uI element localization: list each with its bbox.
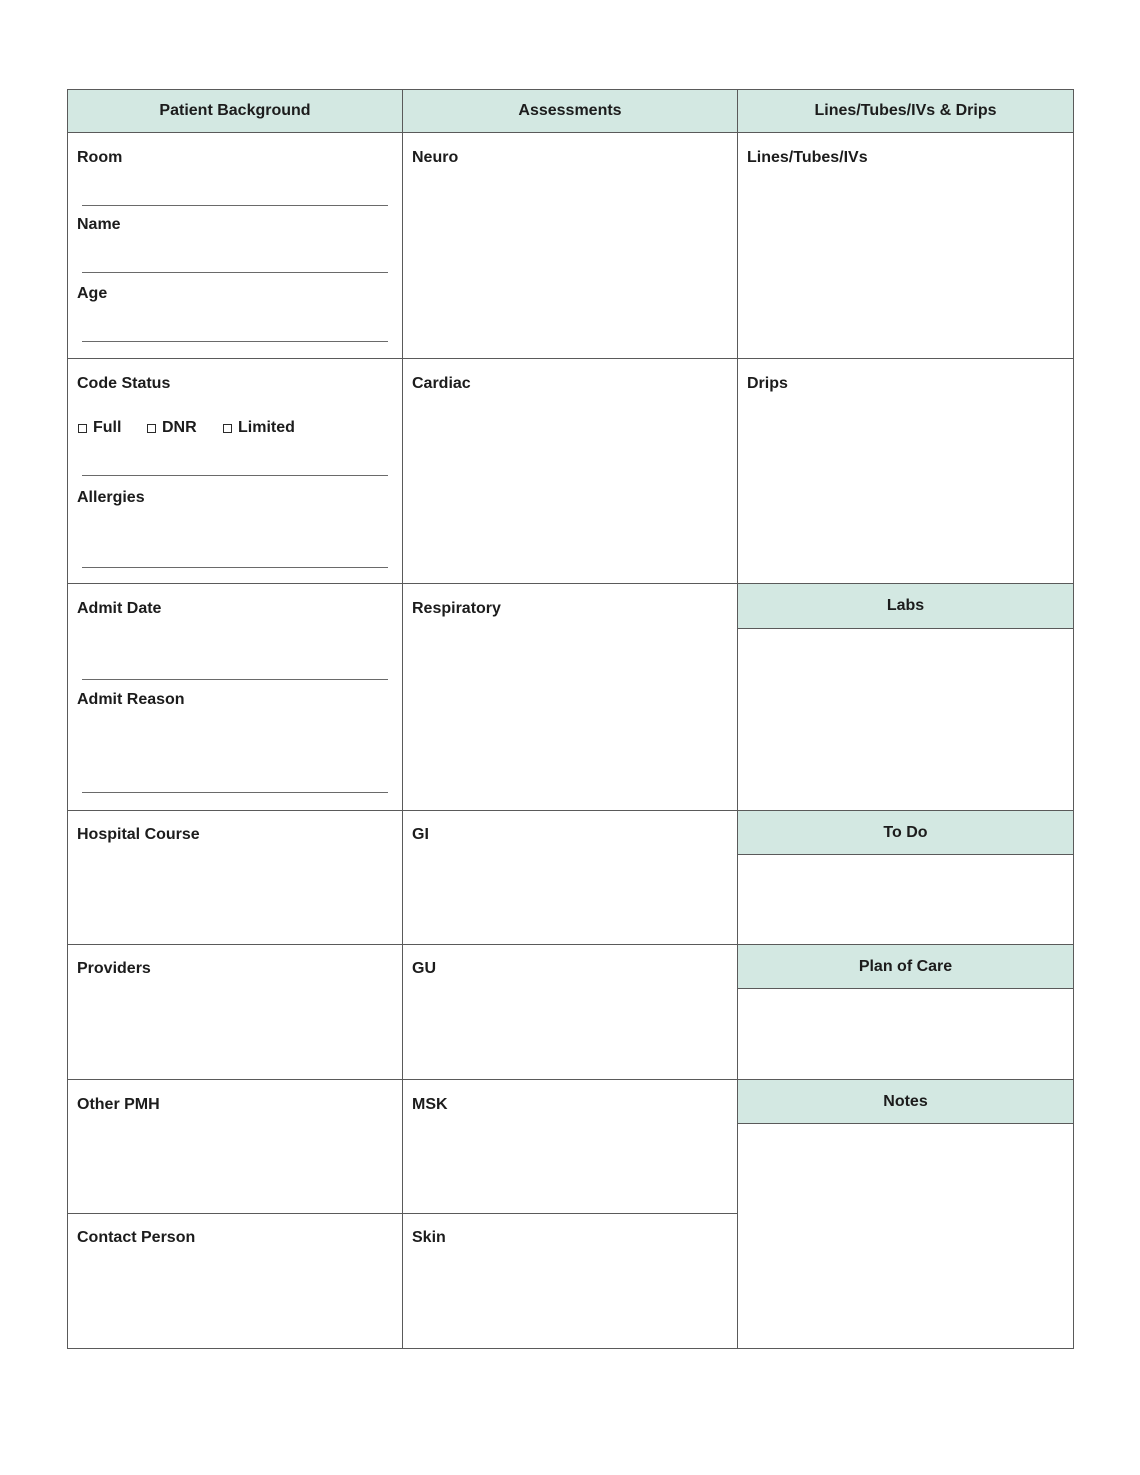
msk-cell[interactable] (402, 1079, 738, 1214)
checkbox-label: Full (93, 419, 122, 436)
room-name-age-cell (67, 132, 403, 359)
checkbox-icon[interactable] (78, 424, 87, 433)
checkbox-icon[interactable] (223, 424, 232, 433)
notes-cell[interactable] (737, 1123, 1074, 1349)
header-assessments (402, 89, 738, 133)
header-label: To Do (883, 823, 928, 841)
code-full-checkbox[interactable] (78, 419, 121, 437)
room-line[interactable] (82, 205, 388, 206)
header-label: Labs (886, 597, 925, 614)
header-todo (737, 810, 1074, 855)
allergies-line[interactable] (82, 567, 388, 568)
respiratory-cell[interactable] (402, 583, 738, 811)
plan-of-care-cell[interactable] (737, 988, 1074, 1080)
providers-cell[interactable] (67, 944, 403, 1080)
report-sheet (67, 89, 1074, 1349)
header-label: Lines/Tubes/IVs & Drips (814, 102, 997, 119)
drips-label: Drips (747, 375, 788, 392)
skin-label: Skin (412, 1229, 446, 1246)
code-limited-checkbox[interactable] (223, 419, 295, 437)
gi-cell[interactable] (402, 810, 738, 945)
cardiac-cell[interactable] (402, 358, 738, 584)
age-line[interactable] (82, 341, 388, 342)
admit-reason-line[interactable] (82, 792, 388, 793)
hospital-course-label: Hospital Course (77, 826, 200, 843)
admit-date-line[interactable] (82, 679, 388, 680)
header-plan-of-care (737, 944, 1074, 989)
admit-reason-label: Admit Reason (77, 691, 185, 708)
name-line[interactable] (82, 272, 388, 273)
lines-tubes-ivs-label: Lines/Tubes/IVs (747, 149, 868, 166)
header-label: Patient Background (159, 102, 311, 119)
respiratory-label: Respiratory (412, 600, 501, 617)
cardiac-label: Cardiac (412, 375, 471, 392)
msk-label: MSK (412, 1096, 448, 1113)
neuro-label: Neuro (412, 149, 459, 166)
header-labs (737, 583, 1074, 629)
code-status-label: Code Status (77, 375, 171, 392)
gu-label: GU (412, 960, 436, 977)
lines-tubes-ivs-cell[interactable] (737, 132, 1074, 359)
providers-label: Providers (77, 960, 151, 977)
other-pmh-label: Other PMH (77, 1096, 160, 1113)
code-allergies-cell (67, 358, 403, 584)
drips-cell[interactable] (737, 358, 1074, 584)
hospital-course-cell[interactable] (67, 810, 403, 945)
code-dnr-checkbox[interactable] (147, 419, 197, 437)
admit-date-label: Admit Date (77, 600, 162, 617)
gu-cell[interactable] (402, 944, 738, 1080)
header-notes (737, 1079, 1074, 1124)
name-label: Name (77, 216, 121, 233)
header-label: Notes (883, 1092, 928, 1110)
skin-cell[interactable] (402, 1213, 738, 1349)
admit-cell (67, 583, 403, 811)
header-label: Assessments (518, 102, 622, 119)
code-status-line[interactable] (82, 475, 388, 476)
other-pmh-cell[interactable] (67, 1079, 403, 1214)
neuro-cell[interactable] (402, 132, 738, 359)
age-label: Age (77, 285, 108, 302)
gi-label: GI (412, 826, 429, 843)
header-patient-background (67, 89, 403, 133)
room-label: Room (77, 149, 123, 166)
checkbox-label: Limited (238, 419, 295, 436)
checkbox-icon[interactable] (147, 424, 156, 433)
contact-person-cell[interactable] (67, 1213, 403, 1349)
allergies-label: Allergies (77, 489, 145, 506)
labs-cell[interactable] (737, 628, 1074, 811)
header-lines-drips (737, 89, 1074, 133)
header-label: Plan of Care (858, 957, 953, 975)
todo-cell[interactable] (737, 854, 1074, 945)
checkbox-label: DNR (162, 419, 197, 436)
contact-person-label: Contact Person (77, 1229, 196, 1246)
